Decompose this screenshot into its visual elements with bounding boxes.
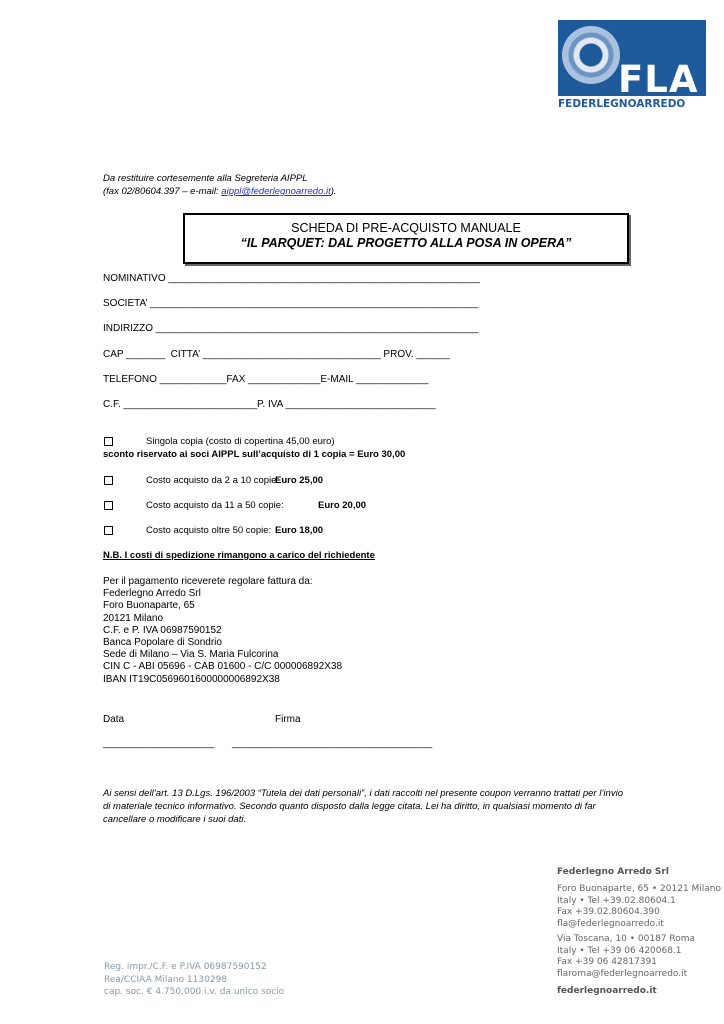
checkbox-2-10-copies[interactable] bbox=[104, 476, 113, 485]
payment-line: Per il pagamento riceverete regolare fattura da: bbox=[103, 576, 313, 587]
date-line[interactable]: ____________________ bbox=[103, 738, 215, 749]
registration-line: cap. soc. € 4.750.000 i.v. da unico socio bbox=[104, 987, 285, 997]
option-2-10-label: Costo acquisto da 2 a 10 copie: bbox=[146, 475, 280, 486]
company-milano-line: Foro Buonaparte, 65 • 20121 Milano bbox=[557, 884, 722, 894]
federlegnoarredo-logo bbox=[558, 20, 708, 112]
shipping-note: N.B. I costi di spedizione rimangono a carico del richiedente bbox=[103, 550, 375, 561]
company-roma bbox=[557, 934, 695, 980]
option-single-label: Singola copia (costo di copertina 45,00 euro) bbox=[146, 436, 335, 447]
payment-line: Federlegno Arredo Srl bbox=[103, 588, 201, 600]
company-name: Federlegno Arredo Srl bbox=[557, 867, 669, 877]
field-telefono-fax-email[interactable]: TELEFONO ____________FAX _____________E-MAIL _____________ bbox=[103, 374, 429, 385]
title-subtitle: “IL PARQUET: DAL PROGETTO ALLA POSA IN OPERA” bbox=[240, 236, 572, 250]
instructions-line2 bbox=[103, 186, 337, 197]
payment-line: Banca Popolare di Sondrio bbox=[103, 637, 222, 649]
instructions-prefix: (fax 02/80604.397 – e-mail: bbox=[103, 186, 222, 197]
company-milano-line: Fax +39.02.80604.390 bbox=[557, 907, 660, 917]
company-roma-line: flaroma@federlegnoarredo.it bbox=[557, 968, 688, 979]
instructions-suffix: ). bbox=[330, 186, 337, 197]
option-2-10-price: Euro 25,00 bbox=[275, 475, 324, 486]
field-nominativo[interactable]: NOMINATIVO ________________________________________________________ bbox=[103, 273, 480, 284]
registration-line: Reg. impr./C.F. e P.IVA 06987590152 bbox=[104, 962, 267, 972]
logo-subtext: FEDERLEGNOARREDO bbox=[558, 98, 686, 110]
company-roma-line: Via Toscana, 10 • 00187 Roma bbox=[557, 934, 696, 944]
registration-line: Rea/CCIAA Milano 1130298 bbox=[104, 974, 228, 985]
company-milano-line: fla@federlegnoarredo.it bbox=[557, 918, 664, 929]
payment-line: Sede di Milano – Via S. Maria Fulcorina bbox=[103, 649, 279, 661]
title-main: SCHEDA DI PRE-ACQUISTO MANUALE bbox=[291, 221, 521, 235]
discount-note: sconto riservato ai soci AIPPL sull’acquisto di 1 copia = Euro 30,00 bbox=[103, 449, 406, 460]
payment-line: Foro Buonaparte, 65 bbox=[103, 600, 195, 612]
payment-line: CIN C - ABI 05696 - CAB 01600 - C/C 000006892X38 bbox=[103, 661, 343, 673]
checkbox-single-copy[interactable] bbox=[104, 437, 113, 446]
checkbox-11-50-copies[interactable] bbox=[104, 501, 113, 510]
option-over-50-price: Euro 18,00 bbox=[275, 525, 324, 536]
privacy-notice: Ai sensi dell’art. 13 D.Lgs. 196/2003 “Tutela dei dati personali”, i dati raccolti nel presente coupon verranno trattati per l’invio di materiale tecnico informativo. Secondo quanto disposto dalla legge citata. Lei ha diritto, in qualsiasi momento di far cancellare o modificare i suoi dati. bbox=[103, 788, 623, 825]
date-label: Data bbox=[103, 714, 125, 725]
payment-line: C.F. e P. IVA 06987590152 bbox=[103, 624, 222, 636]
instructions-line1: Da restituire cortesemente alla Segreteria AIPPL bbox=[103, 173, 308, 184]
logo-block bbox=[558, 20, 706, 101]
payment-line: IBAN IT19C0569601600000006892X38 bbox=[103, 673, 280, 685]
registration-info bbox=[104, 961, 284, 999]
company-roma-line: Italy • Tel +39 06 420068.1 bbox=[557, 945, 682, 956]
field-cap-citta-prov[interactable]: CAP _______ CITTA’ ________________________________ PROV. ______ bbox=[103, 349, 450, 360]
option-over-50-label: Costo acquisto oltre 50 copie: bbox=[146, 525, 272, 536]
field-cf-piva[interactable]: C.F. ________________________P. IVA ___________________________ bbox=[103, 399, 436, 410]
option-11-50-price: Euro 20,00 bbox=[318, 500, 367, 511]
email-link[interactable]: aippl@federlegnoarredo.it bbox=[221, 186, 331, 197]
payment-line: 20121 Milano bbox=[103, 612, 164, 624]
signature-line[interactable]: ____________________________________ bbox=[232, 738, 433, 749]
company-milano-line: Italy • Tel +39.02.80604.1 bbox=[557, 895, 676, 906]
payment-info bbox=[103, 576, 342, 686]
signature-label: Firma bbox=[275, 714, 301, 725]
logo-text: FLA bbox=[618, 58, 699, 101]
company-roma-line: Fax +39 06 42817391 bbox=[557, 957, 658, 967]
option-11-50-label: Costo acquisto da 11 a 50 copie: bbox=[146, 500, 284, 511]
logo-circle-icon bbox=[562, 26, 620, 84]
field-societa[interactable]: SOCIETA’ ___________________________________________________________ bbox=[103, 298, 479, 309]
field-indirizzo[interactable]: INDIRIZZO __________________________________________________________ bbox=[103, 323, 479, 334]
company-website[interactable]: federlegnoarredo.it bbox=[557, 986, 657, 996]
checkbox-over-50-copies[interactable] bbox=[104, 526, 113, 535]
company-milano bbox=[557, 884, 721, 930]
title-box bbox=[183, 213, 629, 264]
